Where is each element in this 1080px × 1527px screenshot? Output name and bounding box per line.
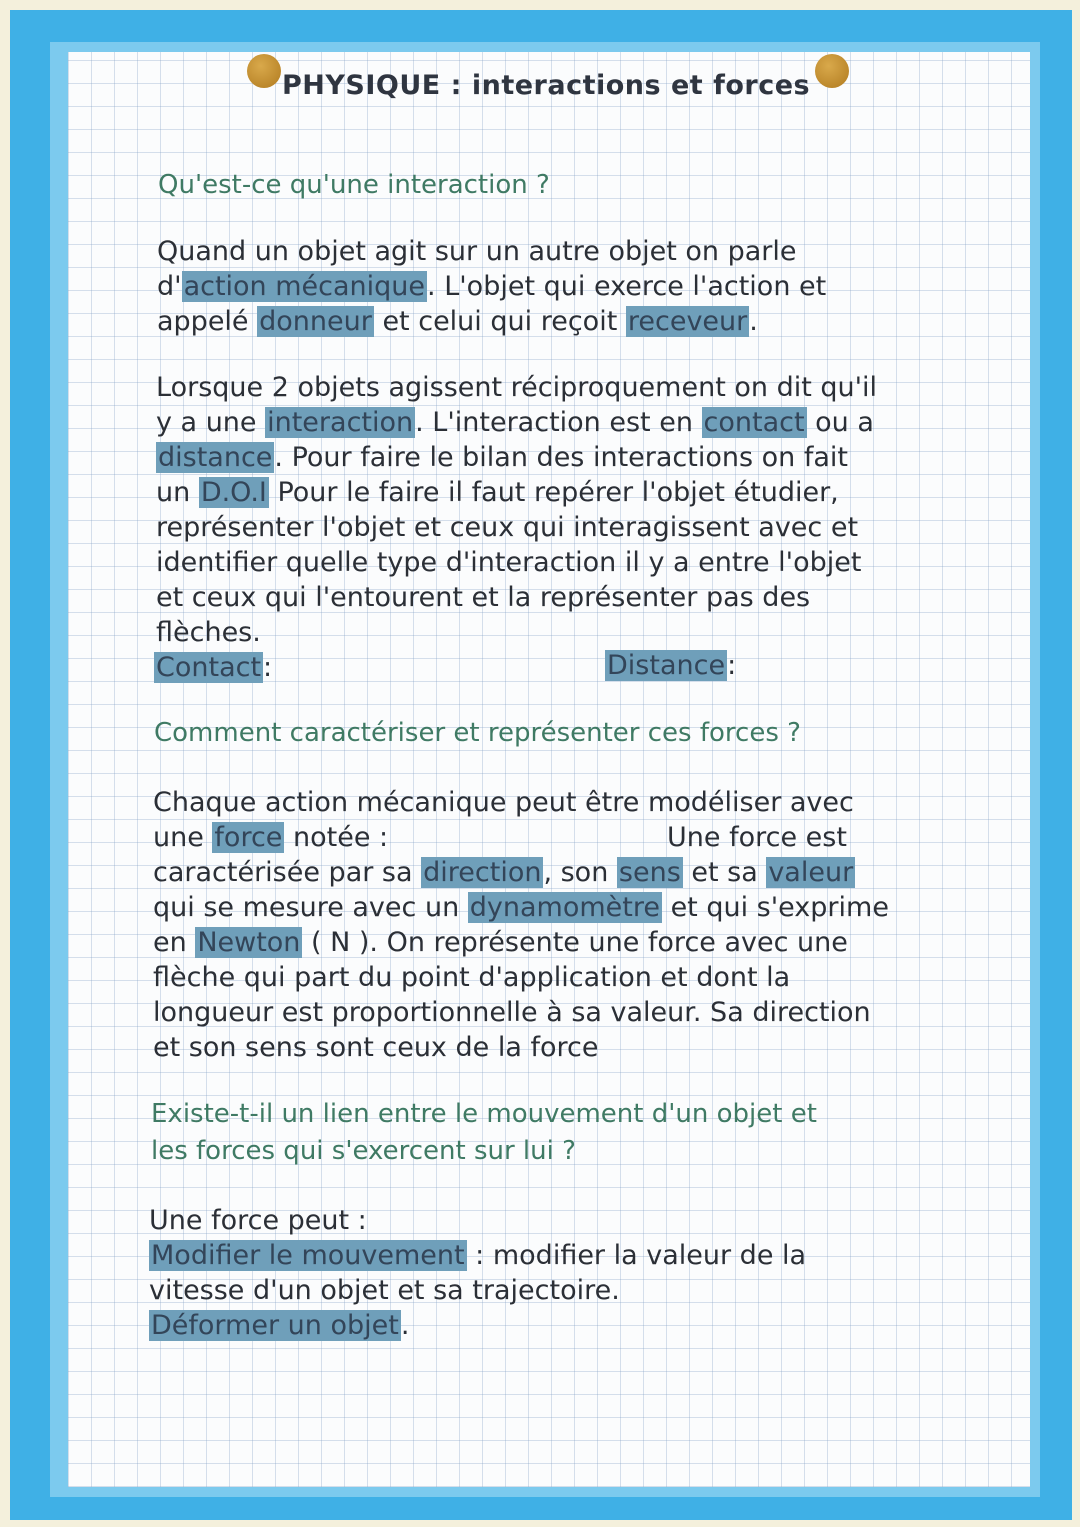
text-line: longueur est proportionnelle à sa valeur. Sa direction (153, 997, 871, 1028)
text-fragment: un (156, 477, 199, 508)
highlight-valeur: valeur (768, 857, 854, 888)
text-fragment: Pour le faire il faut repérer l'objet étudier, (268, 477, 839, 508)
highlight-distance: distance (158, 442, 273, 473)
text-fragment: ou a (806, 407, 874, 438)
highlight-modifier-mouvement: Modifier le mouvement (151, 1240, 465, 1271)
text-fragment: , son (543, 857, 617, 888)
highlight-contact: contact (703, 407, 805, 438)
text-fragment: Une force est (667, 822, 847, 853)
text-line: vitesse d'un objet et sa trajectoire. (149, 1275, 620, 1306)
text-fragment: . L'interaction est en (415, 407, 702, 438)
highlight-deformer-objet: Déformer un objet (151, 1310, 399, 1341)
text-line (149, 1238, 806, 1273)
text-fragment: caractérisée par sa (153, 857, 422, 888)
text-line (153, 890, 889, 925)
text-line (153, 925, 889, 960)
section2-paragraph (153, 785, 889, 1065)
highlight-doi: D.O.I (200, 477, 267, 508)
section1-paragraph2 (156, 370, 877, 650)
text-line: Quand un objet agit sur un autre objet on parle (157, 236, 797, 267)
text-fragment: . L'objet qui exerce l'action et (427, 271, 827, 302)
text-fragment: : modifier la valeur de la (466, 1240, 807, 1271)
contact-label-row (154, 650, 272, 685)
text-line: identifier quelle type d'interaction il y a entre l'objet (156, 547, 862, 578)
highlight-direction: direction (423, 857, 542, 888)
text-line: représenter l'objet et ceux qui interagissent avec et (156, 512, 859, 543)
text-line (157, 304, 826, 339)
section1-paragraph1 (157, 234, 826, 339)
section1-heading: Qu'est-ce qu'une interaction ? (158, 170, 550, 200)
text-line: flèche qui part du point d'application et dont la (153, 962, 791, 993)
section3-heading (151, 1096, 817, 1170)
distance-label-row (605, 648, 736, 683)
text-fragment: et sa (682, 857, 767, 888)
highlight-sens: sens (618, 857, 681, 888)
text-fragment: qui se mesure avec un (153, 892, 468, 923)
text-line (157, 269, 826, 304)
text-line (156, 475, 877, 510)
text-fragment: . (749, 306, 758, 337)
text-fragment: y a une (156, 407, 266, 438)
highlight-donneur: donneur (259, 306, 372, 337)
text-line: Lorsque 2 objets agissent réciproquement on dit qu'il (156, 372, 878, 403)
text-fragment: notée : (284, 822, 389, 853)
highlight-distance-label: Distance (607, 650, 726, 681)
text-line (156, 405, 877, 440)
heading-line: les forces qui s'exercent sur lui ? (151, 1136, 576, 1166)
text-line: Chaque action mécanique peut être modéliser avec (153, 787, 854, 818)
text-line: et ceux qui l'entourent et la représenter pas des (156, 582, 811, 613)
text-fragment: d' (157, 271, 182, 302)
text-line: et son sens sont ceux de la force (153, 1032, 599, 1063)
text-line (156, 440, 877, 475)
highlight-newton: Newton (197, 927, 301, 958)
text-line (153, 820, 889, 855)
highlight-receveur: receveur (627, 306, 748, 337)
text-line: flèches. (156, 617, 261, 648)
text-fragment: ( N ). On représente une force avec une (302, 927, 848, 958)
text-fragment: . Pour faire le bilan des interactions on fait (274, 442, 848, 473)
text-fragment: : (263, 652, 273, 683)
highlight-dynamometre: dynamomètre (469, 892, 660, 923)
text-fragment: : (727, 650, 737, 681)
left-pin-icon (247, 54, 281, 88)
text-fragment: . (400, 1310, 410, 1341)
text-line (149, 1308, 806, 1343)
text-fragment: et celui qui reçoit (373, 306, 626, 337)
heading-line: Existe-t-il un lien entre le mouvement d'un objet et (151, 1099, 817, 1129)
section2-heading: Comment caractériser et représenter ces forces ? (154, 718, 801, 748)
section3-paragraph (149, 1203, 806, 1343)
text-fragment: appelé (157, 306, 258, 337)
page-title: PHYSIQUE : interactions et forces (282, 70, 811, 101)
text-line: Une force peut : (149, 1205, 367, 1236)
highlight-force: force (214, 822, 283, 853)
highlight-interaction: interaction (267, 407, 414, 438)
highlight-contact-label: Contact (156, 652, 262, 683)
right-pin-icon (815, 54, 849, 88)
text-fragment: et qui s'exprime (661, 892, 889, 923)
text-line (153, 855, 889, 890)
highlight-action-mecanique: action mécanique (183, 271, 426, 302)
text-fragment: en (153, 927, 196, 958)
text-fragment: une (153, 822, 213, 853)
